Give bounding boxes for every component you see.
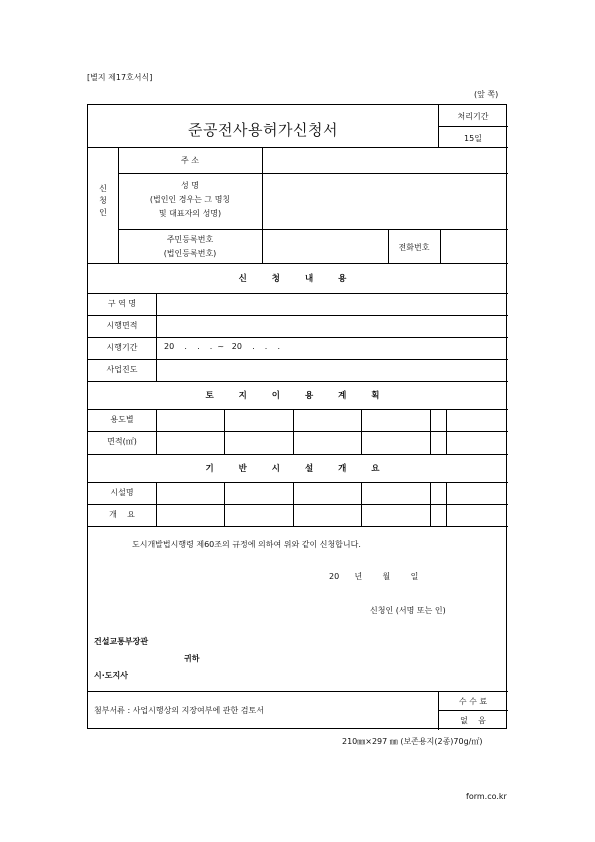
page-side: (앞 쪽) [474,90,499,99]
attachments-text: 첨부서류 : 사업시행상의 지장여부에 관한 검토서 [94,706,264,715]
phone-field[interactable] [441,230,507,262]
progress-label: 사업진도 [106,365,138,374]
land-use-section-title: 토 지 이 용 계 획 [205,391,391,401]
name-label: 성 명 (법인인 경우는 그 명칭 및 대표자의 성명) [149,181,231,218]
infra-section-title: 기 반 시 설 개 요 [205,464,391,474]
applicant-signature[interactable]: 신청인 (서명 또는 인) [370,606,446,615]
registration-number-field[interactable] [263,230,387,262]
processing-period-value: 15일 [464,134,482,143]
recipient-minister: 건설교통부장관 [94,637,149,646]
processing-period-label: 처리기간 [457,112,489,121]
area-label: 시행면적 [106,321,138,330]
recipient-governor: 시·도지사 [94,671,128,680]
form-id: [별지 제17호서식] [87,73,153,82]
land-use-type-label: 용도별 [110,415,134,424]
address-field[interactable] [263,148,507,172]
land-use-area-label: 면적(㎡) [107,437,137,446]
progress-field[interactable] [157,360,507,380]
phone-label: 전화번호 [398,243,430,252]
application-form [87,104,507,729]
registration-number-label: 주민등록번호 (법인등록번호) [163,235,217,258]
recipient-honorific: 귀하 [184,654,200,663]
fee-value: 없 음 [460,716,486,725]
facility-overview-label: 개 요 [109,510,135,519]
applicant-label: 신 청 인 [99,184,107,217]
period-label: 시행기간 [106,343,138,352]
facility-name-label: 시설명 [110,488,134,497]
address-label: 주 소 [181,156,199,165]
period-field[interactable]: 20 . . . ~ 20 . . . [164,342,281,351]
site-watermark[interactable]: form.co.kr [466,792,507,801]
fee-label: 수 수 료 [458,697,488,706]
form-title: 준공전사용허가신청서 [188,121,338,139]
application-section-title: 신 청 내 용 [238,274,358,284]
name-field[interactable] [263,174,507,228]
declaration-date[interactable]: 20 년 월 일 [329,572,419,581]
paper-spec: 210㎜×297 ㎜ (보존용지(2종)70g/㎡) [342,737,483,746]
declaration-statement: 도시개발법시행령 제60조의 규정에 의하여 위와 같이 신청합니다. [132,540,361,549]
district-name-label: 구 역 명 [107,299,137,308]
area-field[interactable] [157,316,507,336]
district-name-field[interactable] [157,294,507,314]
